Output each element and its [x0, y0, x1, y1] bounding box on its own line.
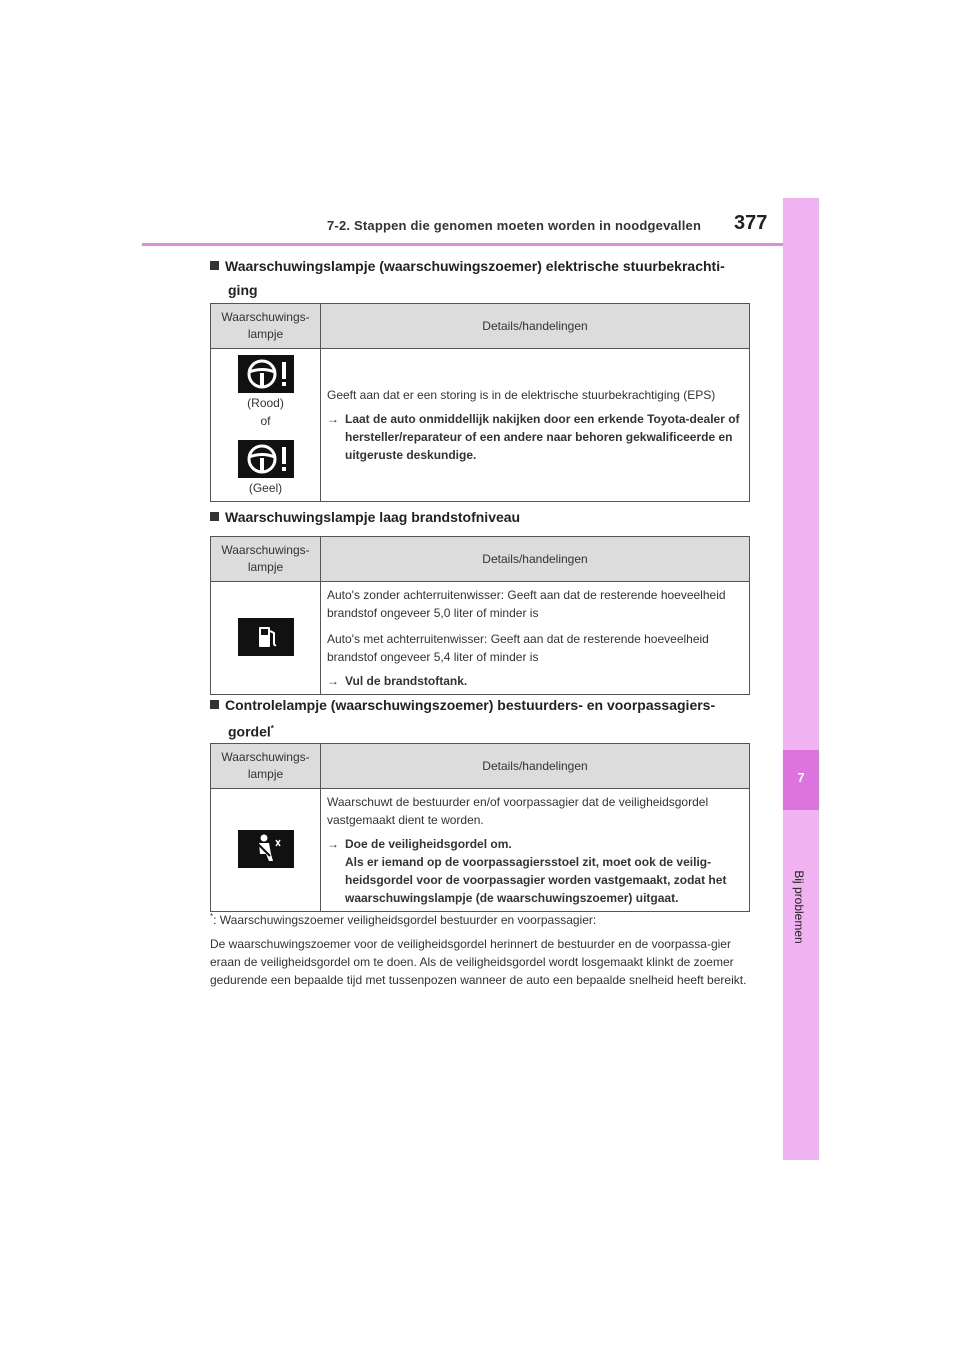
lamp-cell: [211, 582, 321, 695]
footnote: [210, 912, 596, 927]
heading-line: Waarschuwingslampje laag brandstofniveau: [225, 509, 521, 525]
header-text: Waarschuwings-lampje: [221, 310, 310, 341]
running-header: 7-2. Stappen die genomen moeten worden in noodgevallen: [327, 218, 702, 233]
fuel-pump-icon: [238, 618, 294, 656]
heading-line: ging: [228, 282, 258, 298]
lamp-color-label: (Rood): [247, 396, 284, 410]
action-text: Als er iemand op de voorpassagiersstoel zit, moet ook de veilig-heidsgordel voor de voorpassagier worden vastgemaakt, zodat het waarschuwingslampje (de waarschuwingszoemer) uitgaat.: [345, 855, 727, 905]
arrow-icon: →: [327, 674, 339, 688]
detail-text: Geeft aan dat er een storing is in de elektrische stuurbekrachtiging (EPS): [327, 388, 716, 402]
column-header-lamp: Waarschuwings-lampje: [211, 537, 321, 582]
chapter-label: Bij problemen: [792, 870, 806, 944]
detail-text: Auto's met achterruitenwisser: Geeft aan dat de resterende hoeveelheid brandstof ongeveer 5,4 liter of minder is: [327, 632, 709, 664]
eps-warning-table: [210, 303, 750, 502]
column-header-details: Details/handelingen: [321, 304, 750, 349]
details-cell: [321, 789, 750, 912]
lamp-or-label: of: [260, 414, 271, 428]
action-line: [327, 672, 743, 690]
action-text: Vul de brandstoftank.: [345, 674, 468, 688]
steering-warning-icon: [238, 355, 294, 393]
chapter-number: 7: [797, 770, 805, 785]
action-line: [327, 835, 743, 907]
details-cell: [321, 582, 750, 695]
action-text: Doe de veiligheidsgordel om.: [345, 837, 512, 851]
action-text: Laat de auto onmiddellijk nakijken door een erkende Toyota-dealer of hersteller/reparateur of een andere naar behoren gekwalificeerde en uitgeruste deskundige.: [345, 412, 740, 462]
body-paragraph: De waarschuwingszoemer voor de veiligheidsgordel herinnert de bestuurder en de voorpassa-gier eraan de veiligheidsgordel om te doen. Als de veiligheidsgordel wordt losgemaakt klinkt de zoemer gedurende een bepaalde tijd met tussenpozen wanneer de auto een bepaalde snelheid heeft bereikt.: [210, 937, 747, 987]
arrow-icon: →: [327, 837, 339, 851]
footnote-marker: *: [210, 912, 214, 921]
seatbelt-icon: [238, 830, 294, 868]
column-header-details: Details/handelingen: [321, 537, 750, 582]
chapter-label-container: [784, 860, 814, 960]
column-header-lamp: [211, 304, 321, 349]
section-heading-fuel: [210, 505, 755, 529]
chapter-side-tab: [783, 198, 819, 1160]
page-number: 377: [734, 212, 768, 234]
footnote-marker: *: [270, 724, 274, 733]
action-line: [327, 410, 743, 464]
section-heading-eps: [210, 254, 755, 302]
seatbelt-warning-table: [210, 743, 750, 912]
steering-warning-icon: [238, 440, 294, 478]
lamp-cell: [211, 789, 321, 912]
detail-text: Waarschuwt de bestuurder en/of voorpassagier dat de veiligheidsgordel vastgemaakt dient te worden.: [327, 795, 709, 827]
arrow-icon: →: [327, 412, 339, 426]
details-cell: [321, 349, 750, 502]
column-header-lamp: Waarschuwings-lampje: [211, 744, 321, 789]
bullet-square-icon: [210, 261, 219, 270]
bullet-square-icon: [210, 700, 219, 709]
bullet-square-icon: [210, 512, 219, 521]
column-header-details: Details/handelingen: [321, 744, 750, 789]
heading-line: Waarschuwingslampje (waarschuwingszoemer) elektrische stuurbekrachti-: [225, 258, 725, 274]
heading-line: gordel: [228, 723, 271, 740]
fuel-warning-table: [210, 536, 750, 695]
header-rule: [142, 243, 783, 246]
heading-line: Controlelampje (waarschuwingszoemer) bestuurders- en voorpassagiers-: [225, 697, 716, 713]
lamp-cell: [211, 349, 321, 502]
section-heading-seatbelt: [210, 693, 755, 744]
footnote-text: : Waarschuwingszoemer veiligheidsgordel bestuurder en voorpassagier:: [213, 913, 597, 927]
detail-text: Auto's zonder achterruitenwisser: Geeft aan dat de resterende hoeveelheid brandstof ongeveer 5,0 liter of minder is: [327, 588, 726, 620]
lamp-color-label: (Geel): [248, 481, 283, 495]
